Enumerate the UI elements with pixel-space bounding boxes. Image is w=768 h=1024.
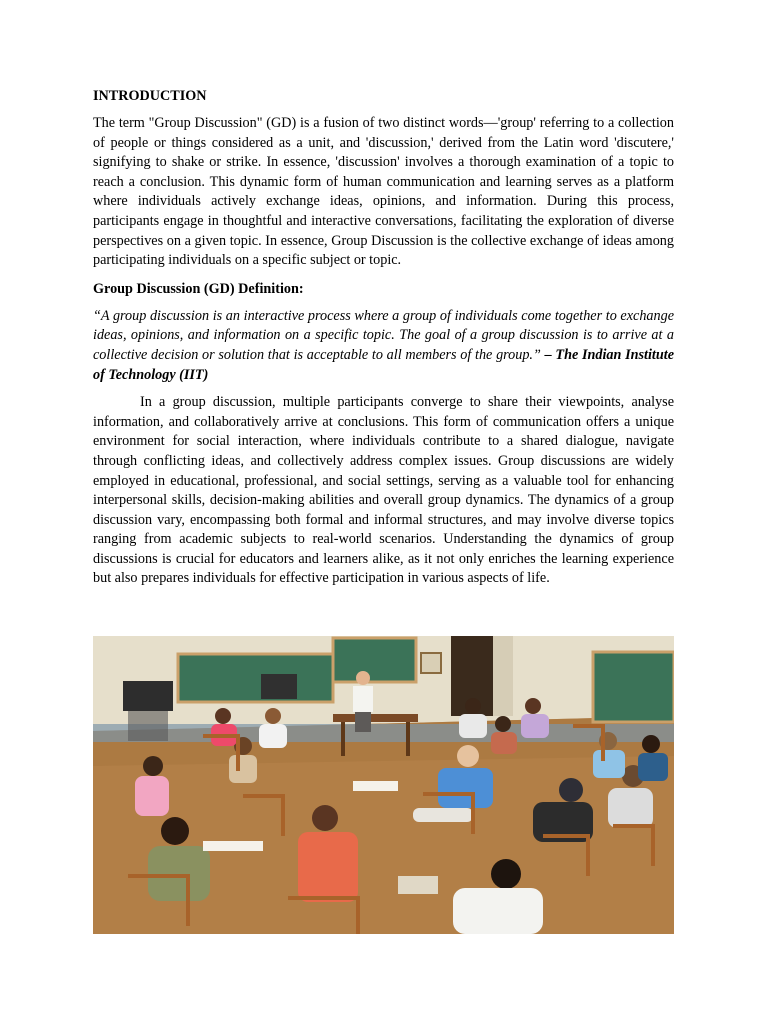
quote-text: “A group discussion is an interactive process where a group of individuals come together to exchange ideas, opinions, and information on a specific topic. The goal of a group discussion is to arrive at a collective decision or solution that is acceptable to all members of the group.” (93, 307, 674, 363)
quote-source: – The Indian Institute of Technology (IIT) (93, 346, 674, 383)
intro-heading: INTRODUCTION (93, 88, 207, 104)
classroom-photo (93, 636, 674, 934)
body-paragraph: In a group discussion, multiple participants converge to share their viewpoints, analyse information, and collaboratively arrive at conclusions. This form of communication offers a unique environment for social interaction, where individuals contribute to a shared dialogue, navigate through conflicting ideas, and collectively address complex issues. Group discussions are widely employed in educational, professional, and social settings, serving as a valuable tool for enhancing interpersonal skills, decision-making abilities and overall group dynamics. The dynamics of a group discussion vary, encompassing both formal and informal structures, and may involve diverse topics ranging from academic subjects to real-world scenarios. Understanding the dynamics of group discussions is crucial for educators and learners alike, as it not only enriches the learning experience but also prepares individuals for effective participation in various aspects of life. (93, 394, 674, 587)
classroom-illustration (93, 636, 674, 934)
definition-heading: Group Discussion (GD) Definition: (93, 280, 304, 297)
definition-quote (93, 307, 674, 385)
document-body (93, 86, 674, 597)
intro-paragraph: The term "Group Discussion" (GD) is a fusion of two distinct words—'group' referring to a collection of people or things considered as a unit, and 'discussion,' derived from the Latin word 'discutere,' signifying to shake or strike. In essence, 'discussion' involves a thorough examination of a topic to reach a conclusion. This dynamic form of human communication and learning serves as a platform where individuals actively exchange ideas, opinions, and information. During this process, participants engage in thoughtful and interactive conversations, facilitating the exploration of diverse perspectives on a given topic. In essence, Group Discussion is the collective exchange of ideas among participating individuals on a specific subject or topic. (93, 115, 674, 269)
